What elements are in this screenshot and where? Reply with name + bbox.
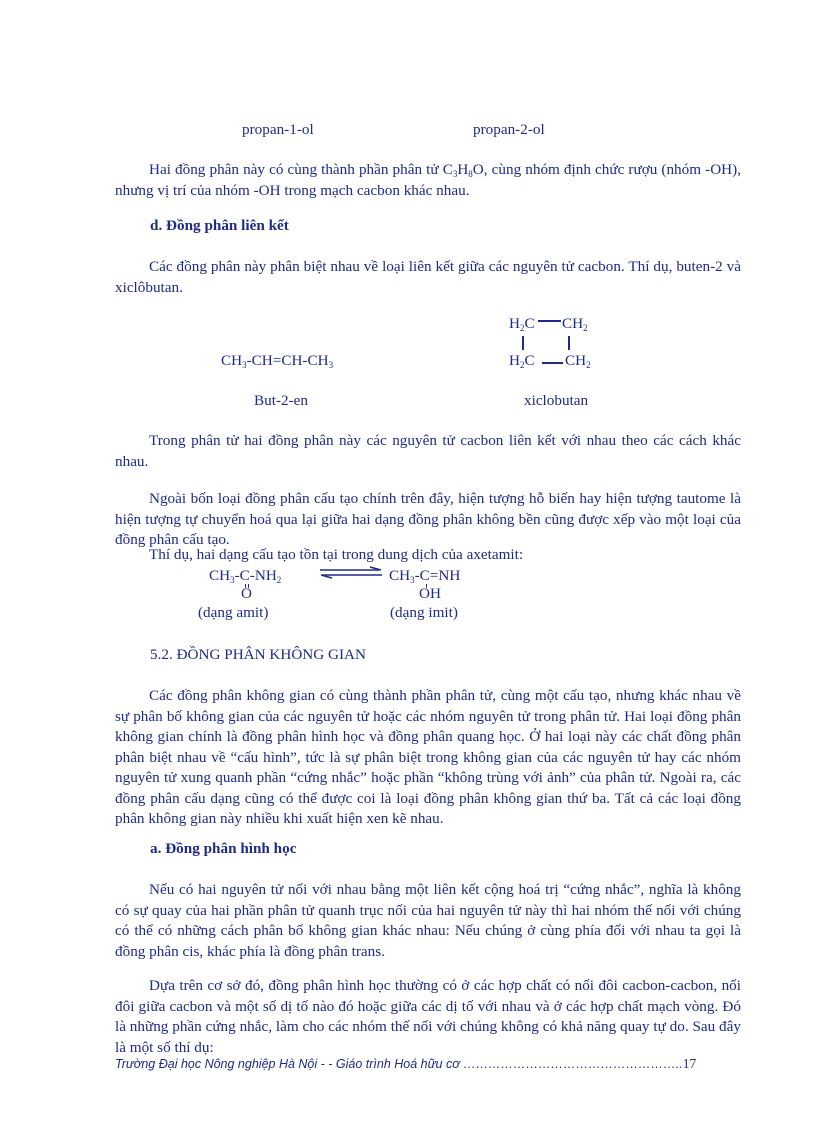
propan-1-ol-label: propan-1-ol (242, 121, 314, 138)
isomers-paragraph: Hai đồng phân này có cùng thành phần phân tử $C_3H_8O$, cùng nhóm định chức rượu (nhóm -OH), nhưng vị trí của nhóm -OH trong mạch cacbon khác nhau. (115, 161, 741, 199)
heading-bond-isomers: d. Đồng phân liên kết (150, 217, 289, 234)
amide-oxygen: O (241, 585, 252, 602)
imide-hydroxyl: OH (419, 585, 441, 602)
cyclobutane-name: xiclobutan (524, 392, 589, 409)
stereo-paragraph: Các đồng phân không gian có cùng thành phần phân tử, cùng một cấu tạo, nhưng khác nhau về sự phân bố không gian của các nguyên tử hoặc các nhóm nguyên tử trong phân tử. Hai loại đồng phân không gian chính là đồng phân hình học và đồng phân quang học. Ở hai loại này các chất đồng phân phân biệt nhau về “cấu hình”, tức là sự phân biệt trong không gian của các nguyên tử hay các nhóm nguyên tử xung quanh phần “cứng nhắc” hoặc phần “không trùng với ảnh” của phân tử. Ngoài ra, các đồng phân cấu dạng cũng có thể được coi là loại đồng phân không gian thứ ba. Tất cả các loại đồng phân không gian này nhiều khi xuất hiện xen kẽ nhau. (115, 687, 741, 827)
example-paragraph: Thí dụ, hai dạng cấu tạo tồn tại trong dung dịch của axetamit: (149, 546, 524, 563)
footer-dots: …………………………………………….. (463, 1057, 683, 1071)
bond-isomers-paragraph-2: Trong phân tử hai đồng phân này các nguyên tử cacbon liên kết với nhau theo các cách khác nhau. (115, 432, 741, 470)
butene-name: But-2-en (254, 392, 308, 409)
page-number: 17 (682, 1056, 697, 1071)
imide-label: (dạng imit) (390, 604, 458, 621)
page-footer (115, 1056, 696, 1072)
footer-text: Trường Đại học Nông nghiệp Hà Nội - - Giáo trình Hoá hữu cơ (115, 1057, 460, 1071)
equilibrium-arrows (318, 567, 384, 579)
section-heading-5-2: 5.2. ĐỒNG PHÂN KHÔNG GIAN (150, 646, 366, 663)
geometric-paragraph-2: Dựa trên cơ sở đó, đồng phân hình học thường có ở các hợp chất có nối đôi cacbon-cacbon, nối đôi giữa cacbon và một số dị tố nào đó hoặc giữa các dị tố với nhau và ở các hợp chất mạch vòng. Đó là những phần cứng nhắc, làm cho các nhóm thế nối với chúng không có khả năng quay tự do. Sau đây là một số thí dụ: (115, 977, 741, 1056)
heading-geometric-isomers: a. Đồng phân hình học (150, 840, 297, 857)
amide-label: (dạng amit) (198, 604, 269, 621)
butene-formula: $CH_3-CH=CH-CH_3$ (221, 352, 334, 370)
bond-isomers-paragraph: Các đồng phân này phân biệt nhau về loại liên kết giữa các nguyên tử cacbon. Thí dụ, buten-2 và xiclôbutan. (115, 258, 741, 296)
geometric-paragraph-1: Nếu có hai nguyên tử nối với nhau bằng một liên kết cộng hoá trị “cứng nhắc”, nghĩa là không có sự quay của hai phần phân tử quanh trục nối của hai nguyên tử này thì hai nhóm thế nối với chúng có thể có những cách phân bố không gian khác nhau: Nếu chúng ở cùng phía đối với nhau ta gọi là đồng phân cis, khác phía là đồng phân trans. (115, 881, 741, 960)
tautomer-paragraph: Ngoài bốn loại đồng phân cấu tạo chính trên đây, hiện tượng hỗ biến hay hiện tượng tautome là hiện tượng tự chuyển hoá qua lại giữa hai dạng đồng phân không bền cũng được xếp vào một loại của đồng phân cấu tạo. (115, 490, 741, 548)
propan-2-ol-label: propan-2-ol (473, 121, 545, 138)
